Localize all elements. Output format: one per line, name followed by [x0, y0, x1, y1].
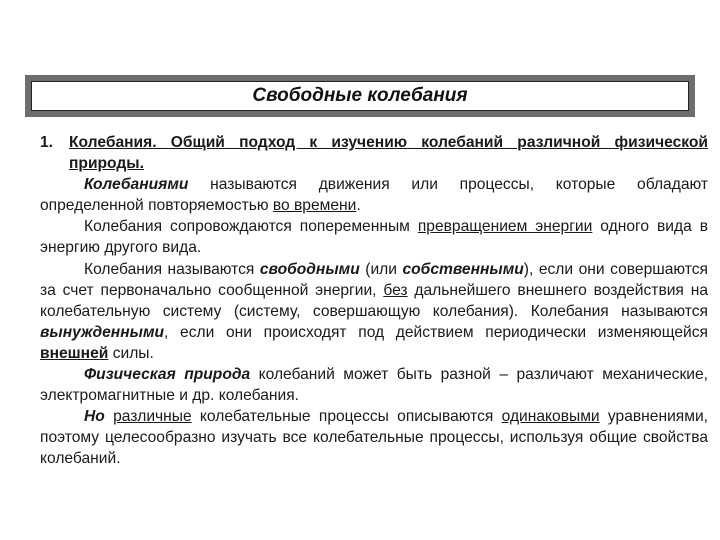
- content-body: [40, 132, 708, 470]
- term-forced: вынужденными: [40, 323, 165, 341]
- term-free: свободными: [259, 260, 360, 278]
- paragraph-energy: [40, 216, 708, 258]
- text-span: дальнейшего внешнего воздействия на колебательную систему (систему, совершающую колебания). Колебания называются: [40, 281, 708, 320]
- paragraph-general-approach: [40, 406, 708, 469]
- text-span: (или: [359, 260, 403, 278]
- text-span: одного вида в энергию другого вида.: [40, 218, 708, 257]
- text-span: Колебания сопровождаются попеременным: [84, 218, 418, 236]
- text-span: уравнениями, поэтому целесообразно изучать все колебательные процессы, используя общие свойства колебаний.: [40, 408, 708, 468]
- emphasis-energy-conversion: превращением энергии: [417, 218, 593, 236]
- paragraph-free-forced: [40, 259, 708, 364]
- text-span: , если они происходят под действием периодически изменяющейся: [164, 323, 708, 341]
- section-number: 1.: [40, 134, 54, 151]
- section-heading-text: Колебания. Общий подход к изучению колебаний различной физической природы.: [69, 134, 708, 173]
- term-natural: собственными: [402, 260, 524, 278]
- text-span: колебаний может быть разной – различают механические, электромагнитные и др. колебания.: [40, 366, 708, 405]
- paragraph-definition: [40, 174, 708, 216]
- text-span: силы.: [108, 344, 154, 362]
- text-span: [105, 408, 113, 425]
- text-span: .: [356, 197, 361, 215]
- emphasis-different: различные: [113, 408, 192, 426]
- text-span: ), если они совершаются за счет первоначально сообщенной энергии,: [40, 260, 708, 299]
- text-span: колебательные процессы описываются: [191, 408, 502, 426]
- emphasis-in-time: во времени: [272, 197, 357, 215]
- term-oscillations: Колебаниями: [84, 176, 189, 194]
- section-heading: [40, 132, 708, 174]
- text-span: Колебания называются: [84, 260, 260, 278]
- text-span: называются движения или процессы, которые обладают определенной повторяемостью: [40, 176, 708, 215]
- emphasis-same: одинаковыми: [501, 408, 600, 426]
- term-but: Но: [84, 408, 105, 426]
- title-frame: [25, 75, 695, 117]
- page-title: Свободные колебания: [31, 81, 689, 111]
- term-physical-nature: Физическая природа: [84, 366, 251, 384]
- paragraph-physical-nature: [40, 364, 708, 406]
- emphasis-external: внешней: [40, 344, 109, 362]
- emphasis-without: без: [383, 281, 408, 299]
